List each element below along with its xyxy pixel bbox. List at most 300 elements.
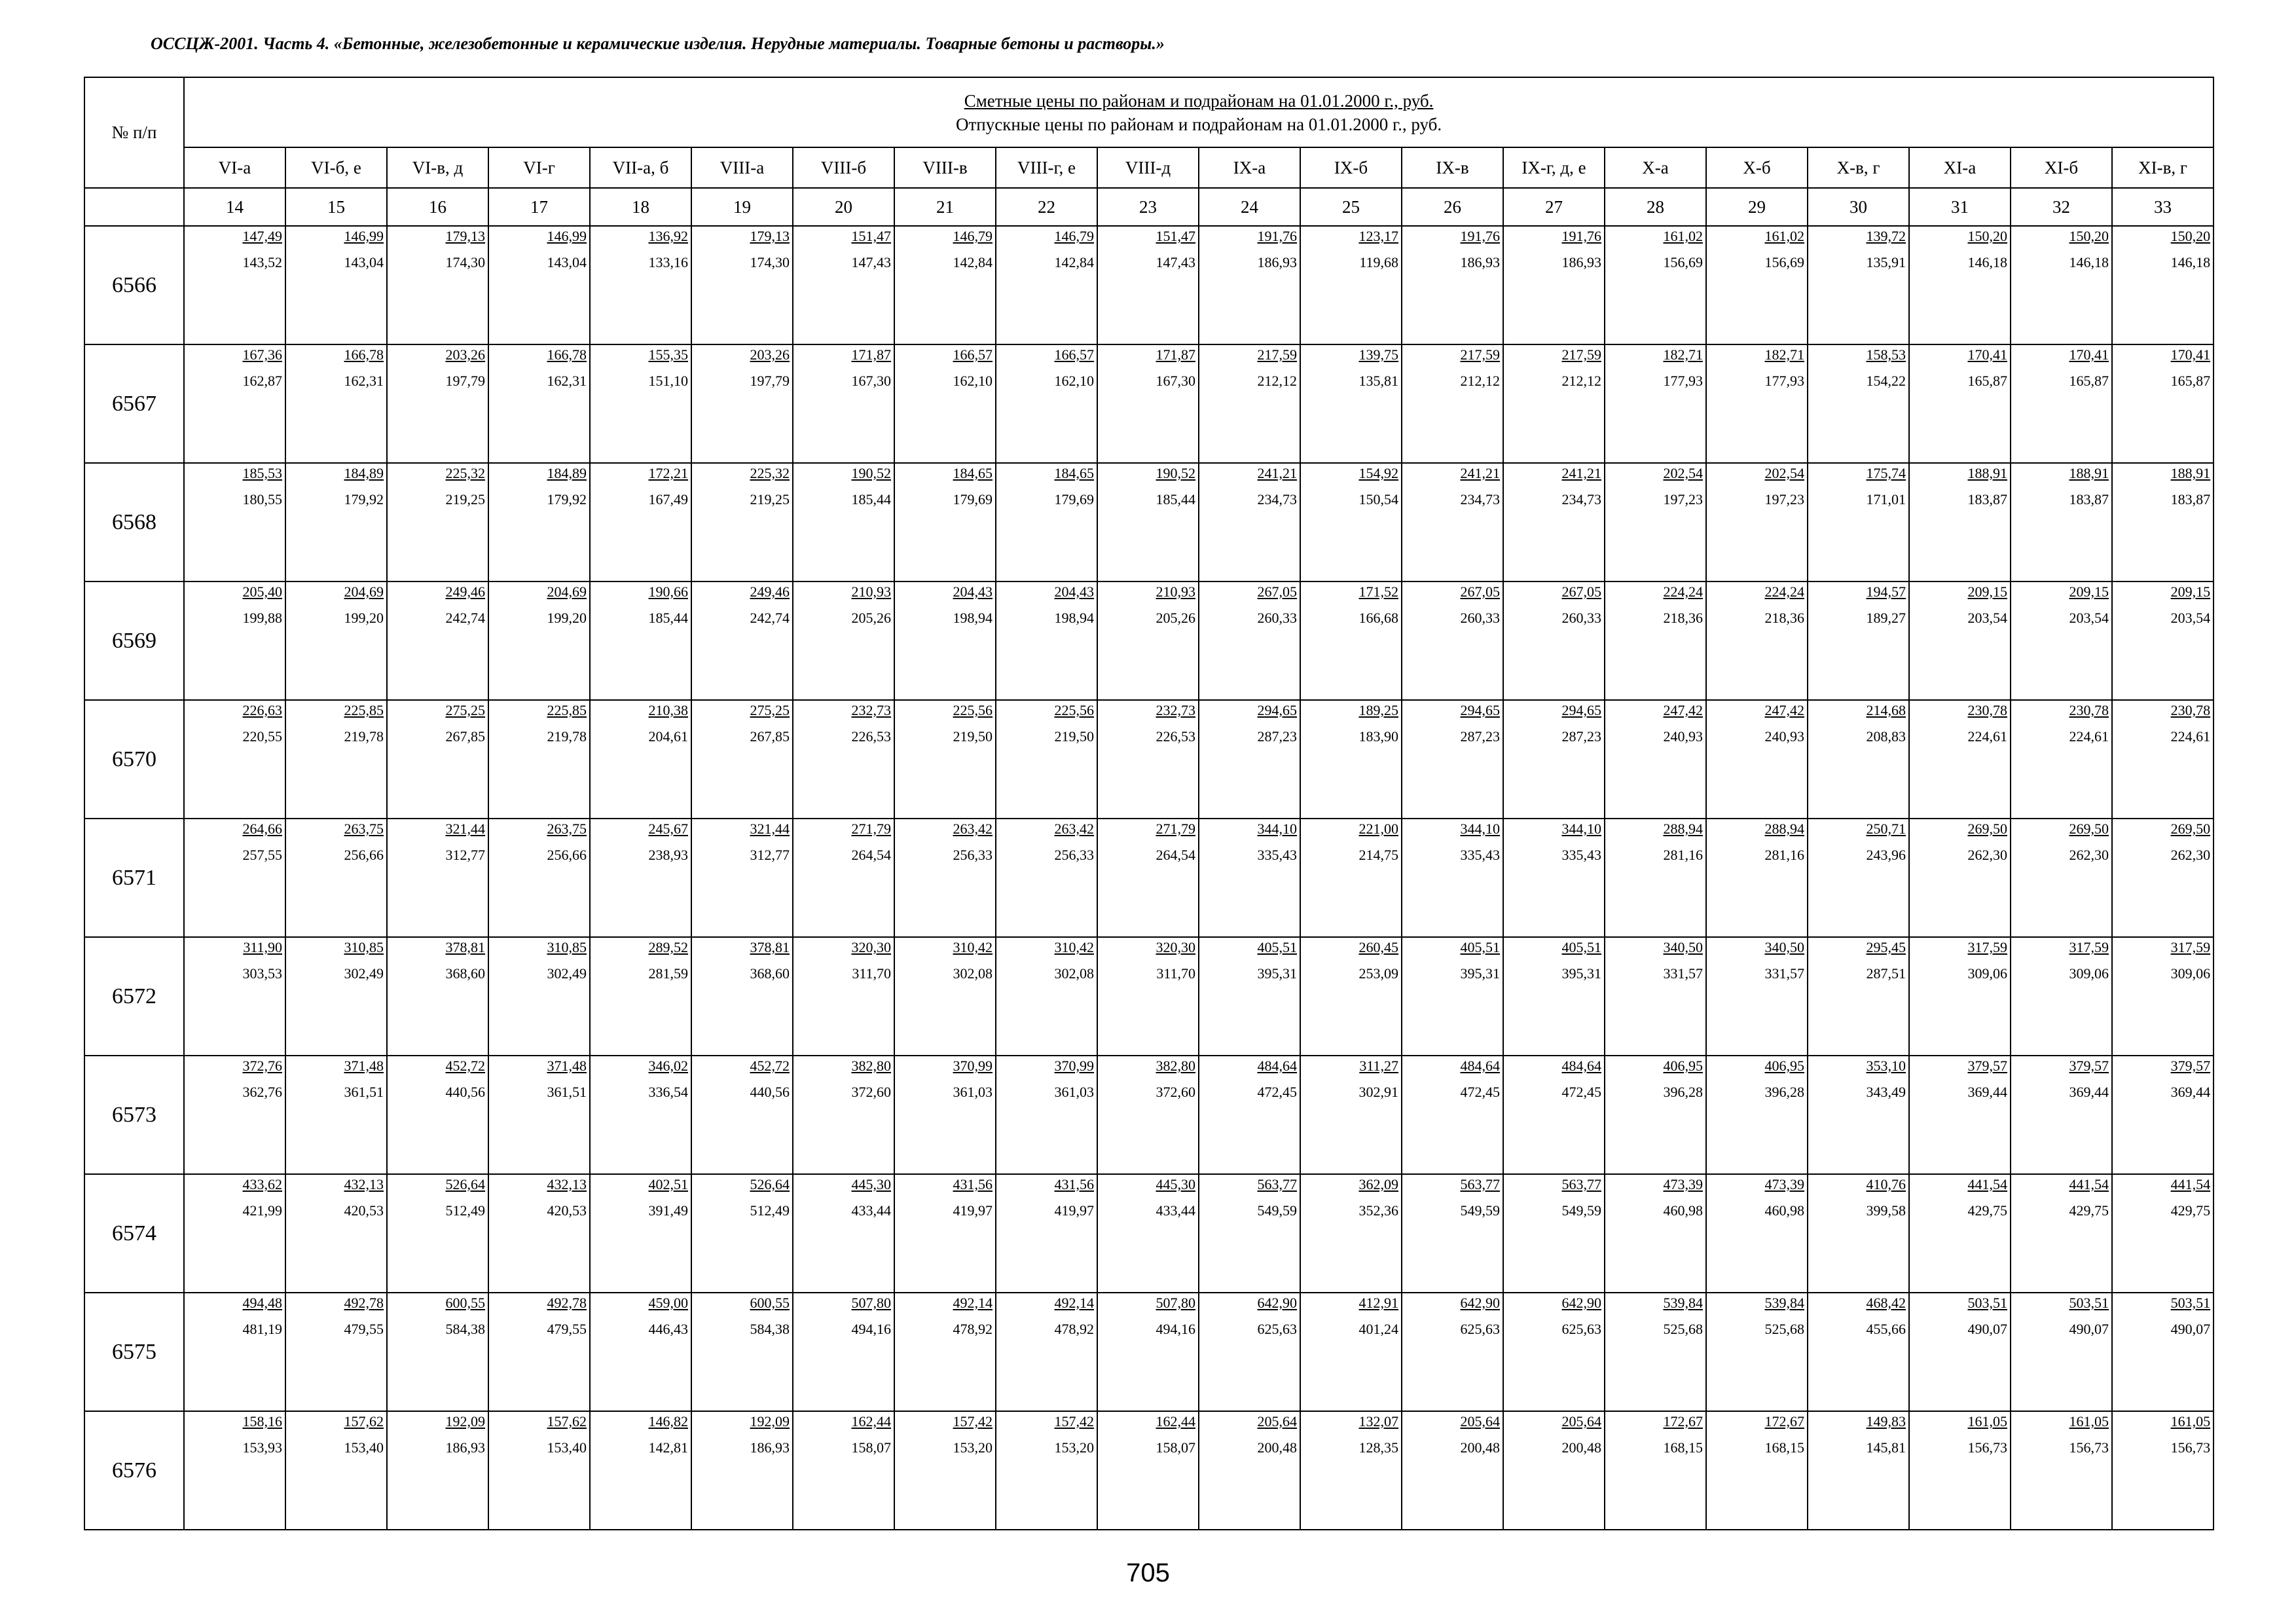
- release-price: 208,83: [1866, 728, 1906, 745]
- price-cell: [488, 1174, 590, 1293]
- price-cell: [184, 700, 285, 819]
- release-price: 257,55: [242, 847, 282, 863]
- estimate-price: 188,91: [2170, 465, 2211, 481]
- release-price: 183,87: [2170, 491, 2211, 507]
- price-cell: [1402, 1293, 1503, 1411]
- estimate-price: 190,52: [1156, 465, 1195, 481]
- estimate-price: 224,24: [1764, 583, 1804, 600]
- price-cell: [691, 463, 793, 581]
- estimate-price: 563,77: [1257, 1176, 1297, 1192]
- release-price: 185,44: [1156, 491, 1195, 507]
- estimate-price: 405,51: [1460, 939, 1500, 955]
- estimate-price: 269,50: [2069, 821, 2109, 837]
- release-price: 167,30: [1156, 373, 1195, 389]
- estimate-price: 370,99: [953, 1058, 993, 1074]
- release-price: 395,31: [1460, 965, 1500, 982]
- release-price: 287,23: [1257, 728, 1297, 745]
- release-price: 150,54: [1358, 491, 1398, 507]
- release-price: 234,73: [1561, 491, 1601, 507]
- release-price: 243,96: [1866, 847, 1906, 863]
- estimate-price: 372,76: [242, 1058, 282, 1074]
- estimate-price: 271,79: [1156, 821, 1195, 837]
- release-price: 234,73: [1460, 491, 1500, 507]
- price-cell: [488, 344, 590, 463]
- estimate-price: 182,71: [1764, 346, 1804, 363]
- district-header: VI-б, е: [285, 147, 387, 188]
- price-cell: [1503, 463, 1605, 581]
- release-price: 302,91: [1358, 1084, 1398, 1100]
- price-cell: [894, 581, 996, 700]
- estimate-price: 247,42: [1663, 702, 1703, 718]
- price-cell: [1808, 1411, 1909, 1530]
- release-price: 179,92: [344, 491, 384, 507]
- estimate-price: 225,32: [750, 465, 790, 481]
- price-cell: [1199, 937, 1300, 1056]
- price-cell: [1605, 226, 1706, 344]
- release-price: 512,49: [445, 1202, 485, 1219]
- price-cell: [2112, 1411, 2214, 1530]
- estimate-price: 263,75: [547, 821, 587, 837]
- estimate-price: 232,73: [851, 702, 891, 718]
- price-cell: [285, 819, 387, 937]
- price-cell: [1402, 581, 1503, 700]
- column-number: 16: [387, 188, 488, 226]
- release-price: 302,49: [344, 965, 384, 982]
- release-price: 180,55: [242, 491, 282, 507]
- release-price: 395,31: [1561, 965, 1601, 982]
- release-price: 185,44: [648, 610, 688, 626]
- price-cell: [184, 819, 285, 937]
- estimate-price: 344,10: [1460, 821, 1500, 837]
- release-price: 214,75: [1358, 847, 1398, 863]
- estimate-price: 362,09: [1358, 1176, 1398, 1192]
- district-header: VIII-в: [894, 147, 996, 188]
- release-price: 490,07: [2170, 1321, 2211, 1337]
- price-cell: [691, 700, 793, 819]
- estimate-price: 473,39: [1663, 1176, 1703, 1192]
- release-price: 167,49: [648, 491, 688, 507]
- estimate-price: 226,63: [242, 702, 282, 718]
- price-cell: [1300, 581, 1402, 700]
- table-body: [84, 226, 2214, 1530]
- estimate-price: 209,15: [1967, 583, 2007, 600]
- column-number: 14: [184, 188, 285, 226]
- estimate-price: 161,02: [1663, 228, 1703, 244]
- estimate-price: 539,84: [1663, 1295, 1703, 1311]
- price-cell: [793, 463, 894, 581]
- release-price: 369,44: [2069, 1084, 2109, 1100]
- price-cell: [285, 1174, 387, 1293]
- price-cell: [1503, 1411, 1605, 1530]
- release-price: 185,44: [851, 491, 891, 507]
- estimate-price: 526,64: [750, 1176, 790, 1192]
- release-price: 219,25: [750, 491, 790, 507]
- estimate-price: 600,55: [445, 1295, 485, 1311]
- district-header: XI-в, г: [2112, 147, 2214, 188]
- release-price: 352,36: [1358, 1202, 1398, 1219]
- price-cell: [1605, 463, 1706, 581]
- price-cell: [691, 1174, 793, 1293]
- price-cell: [1402, 1174, 1503, 1293]
- release-price: 186,93: [445, 1439, 485, 1456]
- estimate-price: 263,75: [344, 821, 384, 837]
- release-price: 421,99: [242, 1202, 282, 1219]
- release-price: 203,54: [2170, 610, 2211, 626]
- release-price: 165,87: [1967, 373, 2007, 389]
- estimate-price: 171,52: [1358, 583, 1398, 600]
- estimate-price: 225,56: [1054, 702, 1094, 718]
- column-number: 25: [1300, 188, 1402, 226]
- price-cell: [285, 937, 387, 1056]
- release-price: 399,58: [1866, 1202, 1906, 1219]
- price-cell: [387, 1056, 488, 1174]
- price-cell: [1097, 1056, 1199, 1174]
- release-price: 372,60: [851, 1084, 891, 1100]
- estimate-price: 175,74: [1866, 465, 1906, 481]
- price-cell: [691, 344, 793, 463]
- table-row: [84, 1411, 2214, 1530]
- release-price: 309,06: [2170, 965, 2211, 982]
- release-price: 199,20: [547, 610, 587, 626]
- release-price: 420,53: [547, 1202, 587, 1219]
- estimate-price: 378,81: [750, 939, 790, 955]
- release-price: 549,59: [1561, 1202, 1601, 1219]
- estimate-price: 249,46: [445, 583, 485, 600]
- release-price: 238,93: [648, 847, 688, 863]
- estimate-price: 202,54: [1764, 465, 1804, 481]
- estimate-price: 492,14: [1054, 1295, 1094, 1311]
- column-number: 15: [285, 188, 387, 226]
- release-price: 167,30: [851, 373, 891, 389]
- table-row: [84, 581, 2214, 700]
- district-header: VIII-г, е: [996, 147, 1097, 188]
- estimate-price: 340,50: [1663, 939, 1703, 955]
- district-header: VI-в, д: [387, 147, 488, 188]
- estimate-price: 382,80: [1156, 1058, 1195, 1074]
- price-cell: [996, 1411, 1097, 1530]
- price-cell: [996, 700, 1097, 819]
- release-price: 240,93: [1663, 728, 1703, 745]
- release-price: 156,69: [1663, 254, 1703, 270]
- price-cell: [894, 700, 996, 819]
- price-cell: [1097, 937, 1199, 1056]
- row-number: 6576: [84, 1411, 184, 1530]
- column-number: 23: [1097, 188, 1199, 226]
- price-cell: [2011, 1056, 2112, 1174]
- release-price: 395,31: [1257, 965, 1297, 982]
- release-price: 281,59: [648, 965, 688, 982]
- release-price: 183,87: [1967, 491, 2007, 507]
- column-number: 17: [488, 188, 590, 226]
- estimate-price: 154,92: [1358, 465, 1398, 481]
- estimate-price: 205,40: [242, 583, 282, 600]
- price-cell: [387, 819, 488, 937]
- price-cell: [488, 700, 590, 819]
- estimate-price: 320,30: [1156, 939, 1195, 955]
- estimate-price: 410,76: [1866, 1176, 1906, 1192]
- estimate-price: 182,71: [1663, 346, 1703, 363]
- release-price: 494,16: [1156, 1321, 1195, 1337]
- price-cell: [1199, 226, 1300, 344]
- release-price: 309,06: [1967, 965, 2007, 982]
- district-header: IX-б: [1300, 147, 1402, 188]
- district-header: VII-а, б: [590, 147, 691, 188]
- district-header: X-в, г: [1808, 147, 1909, 188]
- release-price: 433,44: [1156, 1202, 1195, 1219]
- release-price: 179,69: [953, 491, 993, 507]
- release-price: 361,03: [953, 1084, 993, 1100]
- estimate-price: 431,56: [953, 1176, 993, 1192]
- release-price: 162,10: [953, 373, 993, 389]
- price-cell: [894, 1293, 996, 1411]
- estimate-price: 210,38: [648, 702, 688, 718]
- price-cell: [387, 226, 488, 344]
- estimate-price: 563,77: [1460, 1176, 1500, 1192]
- release-price: 143,52: [242, 254, 282, 270]
- estimate-price: 184,89: [344, 465, 384, 481]
- estimate-price: 379,57: [2069, 1058, 2109, 1074]
- release-price: 220,55: [242, 728, 282, 745]
- column-number: 29: [1706, 188, 1808, 226]
- price-cell: [590, 344, 691, 463]
- release-price: 203,54: [2069, 610, 2109, 626]
- estimate-price: 317,59: [2170, 939, 2211, 955]
- release-price: 440,56: [445, 1084, 485, 1100]
- row-number: 6571: [84, 819, 184, 937]
- district-header: IX-в: [1402, 147, 1503, 188]
- row-number: 6566: [84, 226, 184, 344]
- price-cell: [387, 581, 488, 700]
- estimate-price: 191,76: [1561, 228, 1601, 244]
- price-cell: [1909, 1293, 2011, 1411]
- estimate-price: 217,59: [1257, 346, 1297, 363]
- estimate-price: 344,10: [1561, 821, 1601, 837]
- estimate-price: 311,27: [1359, 1058, 1398, 1074]
- release-price: 197,23: [1764, 491, 1804, 507]
- price-cell: [1706, 700, 1808, 819]
- estimate-price: 441,54: [2170, 1176, 2211, 1192]
- release-price: 156,73: [2069, 1439, 2109, 1456]
- estimate-price: 271,79: [851, 821, 891, 837]
- price-cell: [996, 463, 1097, 581]
- price-cell: [1402, 226, 1503, 344]
- caption-row: [84, 77, 2214, 147]
- price-cell: [1503, 226, 1605, 344]
- estimate-price: 194,57: [1866, 583, 1906, 600]
- estimate-price: 192,09: [750, 1413, 790, 1430]
- price-cell: [996, 344, 1097, 463]
- estimate-price: 146,79: [1054, 228, 1094, 244]
- price-cell: [1605, 937, 1706, 1056]
- price-cell: [2112, 937, 2214, 1056]
- price-cell: [1402, 344, 1503, 463]
- release-price: 198,94: [953, 610, 993, 626]
- estimate-price: 263,42: [1054, 821, 1094, 837]
- estimate-price: 247,42: [1764, 702, 1804, 718]
- district-header: VI-а: [184, 147, 285, 188]
- price-cell: [285, 463, 387, 581]
- estimate-price: 267,05: [1561, 583, 1601, 600]
- release-price: 142,84: [1054, 254, 1094, 270]
- release-price: 156,73: [2170, 1439, 2211, 1456]
- price-table: [84, 77, 2214, 1530]
- release-price: 391,49: [648, 1202, 688, 1219]
- release-price: 168,15: [1764, 1439, 1804, 1456]
- price-cell: [1503, 700, 1605, 819]
- release-price: 186,93: [1257, 254, 1297, 270]
- release-price: 256,66: [344, 847, 384, 863]
- price-cell: [691, 1056, 793, 1174]
- release-price: 153,20: [1054, 1439, 1094, 1456]
- estimate-price: 600,55: [750, 1295, 790, 1311]
- estimate-price: 210,93: [851, 583, 891, 600]
- price-cell: [894, 344, 996, 463]
- estimate-price: 190,52: [851, 465, 891, 481]
- release-price: 478,92: [953, 1321, 993, 1337]
- price-cell: [1097, 344, 1199, 463]
- estimate-price: 166,57: [1054, 346, 1094, 363]
- release-price: 331,57: [1764, 965, 1804, 982]
- price-cell: [1605, 700, 1706, 819]
- price-cell: [1808, 1293, 1909, 1411]
- price-cell: [1402, 1056, 1503, 1174]
- column-number: 21: [894, 188, 996, 226]
- price-cell: [1909, 463, 2011, 581]
- price-cell: [2112, 581, 2214, 700]
- release-price: 440,56: [750, 1084, 790, 1100]
- price-cell: [996, 937, 1097, 1056]
- release-price: 165,87: [2170, 373, 2211, 389]
- estimate-price: 317,59: [1967, 939, 2007, 955]
- release-price: 168,15: [1663, 1439, 1703, 1456]
- price-cell: [1503, 819, 1605, 937]
- price-cell: [1503, 344, 1605, 463]
- release-price: 234,73: [1257, 491, 1297, 507]
- row-number-header: № п/п: [84, 77, 184, 188]
- estimate-price: 321,44: [445, 821, 485, 837]
- price-cell: [1706, 819, 1808, 937]
- estimate-price: 157,42: [1054, 1413, 1094, 1430]
- table-row: [84, 937, 2214, 1056]
- release-price: 135,91: [1866, 254, 1906, 270]
- release-price: 174,30: [445, 254, 485, 270]
- price-cell: [793, 819, 894, 937]
- price-cell: [184, 1293, 285, 1411]
- column-number-blank: [84, 188, 184, 226]
- price-cell: [2112, 1293, 2214, 1411]
- price-cell: [1605, 344, 1706, 463]
- price-cell: [1503, 581, 1605, 700]
- release-price: 142,84: [953, 254, 993, 270]
- table-row: [84, 1174, 2214, 1293]
- estimate-price: 484,64: [1561, 1058, 1601, 1074]
- estimate-price: 371,48: [547, 1058, 587, 1074]
- estimate-price: 151,47: [1156, 228, 1195, 244]
- price-cell: [387, 937, 488, 1056]
- price-cell: [1909, 1411, 2011, 1530]
- release-price: 153,20: [953, 1439, 993, 1456]
- price-cell: [1097, 581, 1199, 700]
- estimate-price: 158,16: [242, 1413, 282, 1430]
- estimate-price: 432,13: [547, 1176, 587, 1192]
- price-cell: [894, 819, 996, 937]
- price-cell: [590, 226, 691, 344]
- price-cell: [894, 226, 996, 344]
- price-cell: [1503, 1174, 1605, 1293]
- estimate-price: 459,00: [648, 1295, 688, 1311]
- release-price: 433,44: [851, 1202, 891, 1219]
- price-cell: [996, 226, 1097, 344]
- estimate-price: 288,94: [1663, 821, 1703, 837]
- estimate-price: 146,79: [953, 228, 993, 244]
- price-cell: [1503, 1293, 1605, 1411]
- price-cell: [2011, 1411, 2112, 1530]
- estimate-price: 204,69: [344, 583, 384, 600]
- estimate-price: 264,66: [242, 821, 282, 837]
- row-number: 6574: [84, 1174, 184, 1293]
- price-cell: [1300, 344, 1402, 463]
- estimate-price: 294,65: [1460, 702, 1500, 718]
- release-price: 303,53: [242, 965, 282, 982]
- table-row: [84, 700, 2214, 819]
- estimate-price: 310,85: [547, 939, 587, 955]
- district-header-row: [84, 147, 2214, 188]
- row-number: 6570: [84, 700, 184, 819]
- release-price: 135,81: [1358, 373, 1398, 389]
- estimate-price: 157,42: [953, 1413, 993, 1430]
- estimate-price: 185,53: [242, 465, 282, 481]
- estimate-price: 170,41: [2170, 346, 2211, 363]
- price-cell: [996, 1293, 1097, 1411]
- price-cell: [894, 1056, 996, 1174]
- release-price: 396,28: [1764, 1084, 1804, 1100]
- estimate-price: 203,26: [750, 346, 790, 363]
- price-cell: [2011, 1174, 2112, 1293]
- release-price: 372,60: [1156, 1084, 1195, 1100]
- price-cell: [793, 937, 894, 1056]
- estimate-price: 406,95: [1764, 1058, 1804, 1074]
- price-cell: [1706, 1411, 1808, 1530]
- estimate-price: 232,73: [1156, 702, 1195, 718]
- estimate-price: 225,85: [547, 702, 587, 718]
- release-price: 179,69: [1054, 491, 1094, 507]
- estimate-price: 157,62: [547, 1413, 587, 1430]
- estimate-price: 431,56: [1054, 1176, 1094, 1192]
- release-price: 143,04: [344, 254, 384, 270]
- estimate-price: 263,42: [953, 821, 993, 837]
- estimate-price: 162,44: [851, 1413, 891, 1430]
- price-cell: [1402, 1411, 1503, 1530]
- estimate-price: 294,65: [1561, 702, 1601, 718]
- price-cell: [1605, 581, 1706, 700]
- price-cell: [1808, 819, 1909, 937]
- price-cell: [793, 1293, 894, 1411]
- release-price: 256,33: [953, 847, 993, 863]
- release-price: 183,87: [2069, 491, 2109, 507]
- estimate-price: 250,71: [1866, 821, 1906, 837]
- estimate-price: 445,30: [1156, 1176, 1195, 1192]
- estimate-price: 310,42: [953, 939, 993, 955]
- release-price: 205,26: [1156, 610, 1195, 626]
- release-price: 472,45: [1460, 1084, 1500, 1100]
- release-price: 165,87: [2069, 373, 2109, 389]
- estimate-price: 288,94: [1764, 821, 1804, 837]
- release-price: 625,63: [1460, 1321, 1500, 1337]
- estimate-price: 492,14: [953, 1295, 993, 1311]
- estimate-price: 484,64: [1257, 1058, 1297, 1074]
- price-cell: [1808, 581, 1909, 700]
- column-number: 31: [1909, 188, 2011, 226]
